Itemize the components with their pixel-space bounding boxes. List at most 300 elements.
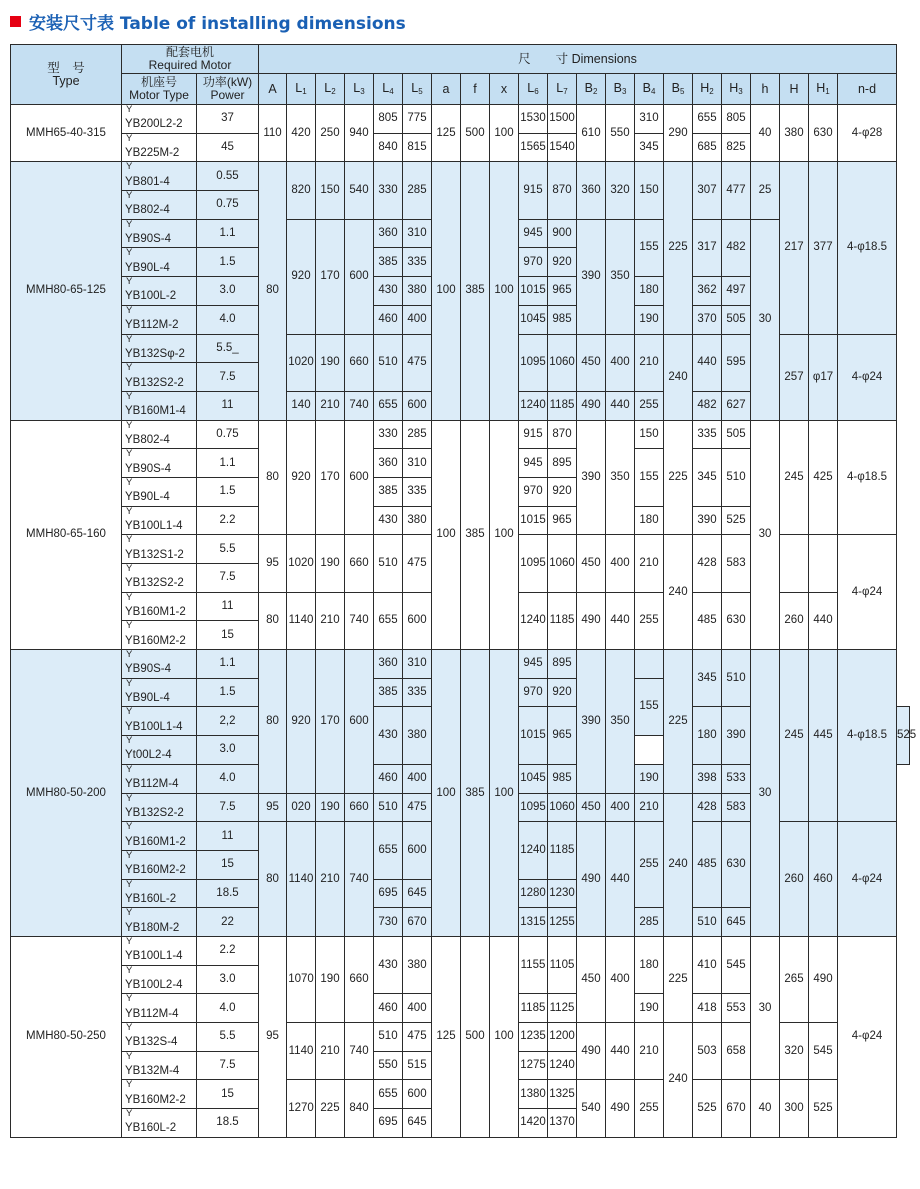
dimension-cell: 497 — [722, 277, 751, 306]
dimension-cell: 310 — [403, 449, 432, 478]
motor-type-text: YB802-4 — [125, 204, 170, 217]
header-col-label: B — [613, 81, 622, 95]
dimension-cell: 1095 — [519, 535, 548, 592]
dimension-cell: 920 — [548, 248, 577, 277]
header-model-cn: 型 号 — [47, 60, 85, 75]
dimension-cell: 1325 — [548, 1080, 577, 1109]
dimension-cell: 385 — [461, 420, 490, 650]
motor-series-mark: Y — [126, 276, 133, 288]
motor-series-mark: Y — [126, 620, 133, 632]
dimension-cell: 400 — [606, 535, 635, 592]
power-cell: 0.75 — [197, 191, 259, 220]
header-col-label: L — [295, 81, 303, 95]
motor-type-cell — [122, 793, 197, 822]
power-cell: 7.5 — [197, 1051, 259, 1080]
motor-series-mark: Y — [126, 706, 133, 718]
dimension-cell: 655 — [374, 1080, 403, 1109]
dimension-cell: 225 — [664, 650, 693, 793]
dimension-cell: 385 — [374, 477, 403, 506]
dimension-cell: 390 — [577, 420, 606, 535]
header-col — [316, 74, 345, 105]
dimension-cell: 1095 — [519, 334, 548, 391]
header-col — [548, 74, 577, 105]
dimension-cell: 360 — [374, 449, 403, 478]
dimension-cell: 345 — [635, 133, 664, 162]
dimension-cell: 550 — [374, 1051, 403, 1080]
motor-type-text: YB90S-4 — [125, 462, 172, 475]
dimension-cell: 428 — [693, 535, 722, 592]
header-col-subscript: 3 — [738, 87, 743, 96]
motor-type-cell — [122, 1109, 197, 1138]
header-col-label: n-d — [857, 81, 877, 96]
motor-type-text: YB160M2-2 — [125, 864, 186, 877]
dimension-cell: 920 — [548, 678, 577, 707]
dimension-cell: 430 — [374, 277, 403, 306]
dimension-cell: 400 — [606, 334, 635, 391]
motor-series-mark: Y — [126, 1022, 133, 1033]
dimension-cell: 660 — [345, 334, 374, 391]
motor-series-mark: Y — [126, 649, 133, 661]
dimension-cell: 4-φ18.5 — [838, 420, 897, 535]
dimension-cell: 945 — [519, 219, 548, 248]
motor-series-mark: Y — [126, 792, 133, 804]
dimension-cell: 475 — [403, 1023, 432, 1052]
motor-type-cell — [122, 908, 197, 937]
dimension-cell: 210 — [635, 535, 664, 592]
dimension-cell: 477 — [722, 162, 751, 219]
dimension-cell: 1140 — [287, 1023, 316, 1080]
dimension-cell: 210 — [635, 334, 664, 391]
header-col — [809, 74, 838, 105]
dimension-cell: 380 — [780, 105, 809, 162]
dimension-cell: 670 — [722, 1080, 751, 1137]
power-cell: 2,2 — [197, 707, 259, 736]
dimension-cell: 190 — [635, 305, 664, 334]
dimension-cell: 180 — [635, 936, 664, 993]
dimension-cell: 440 — [606, 1023, 635, 1080]
dimension-cell: 390 — [577, 650, 606, 793]
dimension-cell: 1270 — [287, 1080, 316, 1137]
power-cell: 5.5_ — [197, 334, 259, 363]
dimension-cell: 1015 — [519, 707, 548, 764]
title-marker — [10, 16, 21, 27]
dimension-cell: 1185 — [548, 822, 577, 879]
dimension-cell: 240 — [664, 793, 693, 936]
header-model-en: Type — [52, 73, 80, 88]
dimension-cell: 870 — [548, 420, 577, 449]
dimension-cell: 4-φ18.5 — [838, 650, 897, 822]
dimension-cell: 600 — [345, 650, 374, 793]
dimension-cell: 825 — [722, 133, 751, 162]
dimension-cell: 515 — [403, 1051, 432, 1080]
dimension-cell: 335 — [403, 477, 432, 506]
dimension-cell: 655 — [693, 105, 722, 134]
dimension-cell: 317 — [693, 219, 722, 276]
dimension-cell: 1140 — [287, 822, 316, 937]
power-cell: 4.0 — [197, 305, 259, 334]
dimension-cell: 40 — [751, 1080, 780, 1137]
dimension-cell: 1565 — [519, 133, 548, 162]
dimension-cell: 350 — [606, 219, 635, 334]
motor-type-cell — [122, 1080, 197, 1109]
power-cell: 2.2 — [197, 936, 259, 965]
header-motor-cn: 配套电机 — [165, 45, 214, 59]
dimension-cell: 540 — [345, 162, 374, 219]
dimension-cell: 660 — [345, 793, 374, 822]
header-motor-type — [122, 74, 197, 105]
dimension-cell: 645 — [722, 908, 751, 937]
motor-type-text: YB160L-2 — [125, 1122, 177, 1135]
motor-type-text: YB112M-4 — [125, 778, 179, 791]
power-cell: 18.5 — [197, 1109, 259, 1138]
dimension-cell: 920 — [287, 420, 316, 535]
dimension-cell: 775 — [403, 105, 432, 134]
dimension-cell: 550 — [606, 105, 635, 162]
motor-series-mark: Y — [126, 821, 133, 833]
dimension-cell: 410 — [693, 936, 722, 993]
power-cell: 45 — [197, 133, 259, 162]
dimension-cell: 490 — [809, 936, 838, 1022]
motor-series-mark: Y — [126, 993, 133, 1005]
dimension-cell: 490 — [577, 391, 606, 420]
power-cell: 11 — [197, 391, 259, 420]
dimension-cell: 320 — [606, 162, 635, 219]
dimension-cell: 370 — [693, 305, 722, 334]
dimension-cell: 505 — [722, 305, 751, 334]
dimension-cell: 400 — [403, 764, 432, 793]
dimension-cell: 170 — [316, 219, 345, 334]
motor-type-cell — [122, 650, 197, 679]
dimension-cell: 255 — [635, 822, 664, 908]
motor-type-cell — [122, 133, 197, 162]
dimension-cell: 970 — [519, 477, 548, 506]
dimension-cell: 510 — [693, 908, 722, 937]
table-body — [11, 104, 917, 1138]
dimension-cell: 985 — [548, 305, 577, 334]
dimension-cell: 255 — [635, 592, 664, 649]
dimension-cell: 418 — [693, 994, 722, 1023]
motor-series-mark: Y — [126, 591, 133, 603]
dimension-cell: 150 — [635, 162, 664, 219]
dimension-cell: 450 — [577, 535, 606, 592]
dimension-cell: 255 — [635, 391, 664, 420]
dimension-cell: 210 — [635, 1023, 664, 1080]
power-cell: 3.0 — [197, 277, 259, 306]
header-col-subscript: 2 — [709, 87, 714, 96]
dimension-cell: 260 — [780, 822, 809, 937]
dimension-cell: 685 — [693, 133, 722, 162]
dimension-cell: 460 — [809, 822, 838, 937]
dimension-cell: 985 — [548, 764, 577, 793]
model-cell: MMH65-40-315 — [11, 105, 122, 162]
power-cell: 5.5 — [197, 1023, 259, 1052]
motor-type-cell — [122, 477, 197, 506]
dimension-cell: 330 — [374, 162, 403, 219]
power-cell: 15 — [197, 850, 259, 879]
power-cell: 18.5 — [197, 879, 259, 908]
dimension-cell: 350 — [606, 650, 635, 793]
dimension-cell: 1240 — [548, 1051, 577, 1080]
dimension-cell: 525 — [722, 506, 751, 535]
dimension-cell: 600 — [403, 391, 432, 420]
dimension-cell: 655 — [374, 391, 403, 420]
motor-series-mark: Y — [126, 505, 133, 517]
dimension-cell: 630 — [809, 105, 838, 162]
header-col — [722, 74, 751, 105]
title-bar — [10, 8, 406, 34]
dimension-cell: 020 — [287, 793, 316, 822]
dimension-cell: 307 — [693, 162, 722, 219]
dimension-cell: 428 — [693, 793, 722, 822]
dimension-cell: 600 — [403, 592, 432, 649]
dimension-cell: 345 — [693, 449, 722, 506]
dimension-cell: 257 — [780, 334, 809, 420]
motor-type-cell — [122, 162, 197, 191]
power-cell: 7.5 — [197, 363, 259, 392]
dimension-cell: 335 — [403, 678, 432, 707]
motor-type-cell — [122, 219, 197, 248]
dimension-cell: 730 — [374, 908, 403, 937]
motor-type-text: YB112M-2 — [125, 319, 179, 332]
motor-type-text: Yt00L2-4 — [125, 749, 172, 762]
dimension-cell: 210 — [316, 391, 345, 420]
motor-type-cell — [122, 277, 197, 306]
dimension-cell: 225 — [664, 936, 693, 1022]
table-row — [11, 162, 910, 191]
motor-type-text: YB100L-2 — [125, 290, 177, 303]
dimension-cell: φ17 — [809, 334, 838, 420]
dimension-cell: 500 — [461, 936, 490, 1137]
motor-series-mark: Y — [126, 247, 133, 259]
motor-series-mark: Y — [126, 1079, 133, 1091]
dimension-cell: 285 — [403, 162, 432, 219]
header-col-subscript: 4 — [650, 87, 656, 96]
header-col — [693, 74, 722, 105]
motor-series-mark: Y — [126, 1050, 133, 1062]
dimension-cell: 915 — [519, 420, 548, 449]
dimension-cell: 30 — [751, 650, 780, 937]
dimension-cell: 390 — [577, 219, 606, 334]
dimensions-table — [10, 44, 917, 1138]
motor-series-mark: Y — [126, 735, 133, 747]
dimension-cell: 225 — [664, 420, 693, 535]
power-cell: 1.1 — [197, 449, 259, 478]
dimension-cell: 1105 — [548, 936, 577, 993]
dimension-cell: 155 — [635, 449, 664, 506]
dimension-cell: 895 — [548, 650, 577, 679]
header-col-label: H — [816, 81, 826, 95]
motor-series-mark: Y — [126, 534, 133, 546]
motor-type-cell — [122, 535, 197, 564]
dimension-cell: 310 — [635, 105, 664, 134]
dimension-cell: 475 — [403, 535, 432, 592]
header-col-label: B — [584, 81, 593, 95]
header-col-subscript: 3 — [360, 87, 365, 96]
dimension-cell: 4-φ18.5 — [838, 162, 897, 334]
dimension-cell: 600 — [345, 420, 374, 535]
model-cell: MMH80-65-160 — [11, 420, 122, 650]
dimension-cell: 210 — [316, 822, 345, 937]
header-col-subscript: 3 — [621, 87, 627, 96]
dimension-cell: 125 — [432, 105, 461, 162]
dimension-cell: 1530 — [519, 105, 548, 134]
dimension-cell: 1230 — [548, 879, 577, 908]
motor-type-text: YB112M-4 — [125, 1007, 179, 1020]
dimension-cell: 4-φ24 — [838, 535, 897, 650]
motor-type-cell — [122, 678, 197, 707]
dimension-cell: 965 — [548, 277, 577, 306]
dimension-cell: 360 — [374, 650, 403, 679]
table-row — [11, 105, 910, 134]
motor-series-mark: Y — [126, 677, 133, 689]
header-col — [403, 74, 432, 105]
dimension-cell: 533 — [722, 764, 751, 793]
dimension-cell: 290 — [664, 105, 693, 162]
dimension-cell: 740 — [345, 391, 374, 420]
dimension-cell: 490 — [577, 592, 606, 649]
motor-type-text: YB160M1-2 — [125, 606, 186, 619]
dimension-cell: 170 — [316, 650, 345, 793]
dimension-cell: 1200 — [548, 1023, 577, 1052]
power-cell: 4.0 — [197, 764, 259, 793]
motor-type-text: YB100L1-4 — [125, 720, 183, 733]
dimension-cell: 225 — [316, 1080, 345, 1137]
table-row — [11, 420, 910, 449]
dimension-cell: 660 — [345, 936, 374, 1022]
dimension-cell: 655 — [374, 592, 403, 649]
dimension-cell: 920 — [548, 477, 577, 506]
dimension-cell: 1240 — [519, 822, 548, 879]
motor-type-text: YB90L-4 — [125, 261, 170, 274]
dimension-cell: 460 — [374, 764, 403, 793]
header-col — [259, 74, 287, 105]
dimension-cell: 425 — [809, 420, 838, 535]
dimension-cell: 80 — [259, 162, 287, 420]
dimension-cell: 805 — [722, 105, 751, 134]
dimension-cell: 140 — [287, 391, 316, 420]
dimension-cell: 1140 — [287, 592, 316, 649]
header-col-label: B — [671, 81, 680, 95]
header-power-en: Power — [210, 88, 245, 102]
dimension-cell: 360 — [374, 219, 403, 248]
dimension-cell: 805 — [374, 105, 403, 134]
dimension-cell: 545 — [722, 936, 751, 993]
dimension-cell: 600 — [403, 1080, 432, 1109]
dimension-cell: 525 — [809, 1080, 838, 1137]
dimension-cell: 945 — [519, 449, 548, 478]
dimension-cell: 510 — [374, 793, 403, 822]
dimension-cell: 490 — [606, 1080, 635, 1137]
power-cell: 11 — [197, 592, 259, 621]
dimension-cell: 430 — [374, 506, 403, 535]
dimension-cell: 155 — [635, 678, 664, 735]
header-col — [432, 74, 461, 105]
dimension-cell: 285 — [403, 420, 432, 449]
dimension-cell: 430 — [374, 707, 403, 764]
motor-series-mark: Y — [126, 964, 133, 976]
dimension-cell: 350 — [606, 420, 635, 535]
dimension-cell: 380 — [403, 277, 432, 306]
dimension-cell: 95 — [259, 793, 287, 822]
dimension-cell: 385 — [374, 678, 403, 707]
dimension-cell: 1275 — [519, 1051, 548, 1080]
power-cell: 3.0 — [197, 736, 259, 765]
motor-series-mark: Y — [126, 419, 133, 431]
header-col-label: H — [789, 81, 799, 96]
dimension-cell: 150 — [635, 420, 664, 449]
dimension-cell: 482 — [693, 391, 722, 420]
dimension-cell: 1240 — [519, 391, 548, 420]
dimension-cell: 920 — [287, 219, 316, 334]
table-row — [11, 936, 910, 965]
dimension-cell: 100 — [490, 105, 519, 162]
dimension-cell: 655 — [374, 822, 403, 879]
power-cell: 11 — [197, 822, 259, 851]
motor-type-text: YB132S2-2 — [125, 577, 184, 590]
dimension-cell: 450 — [577, 334, 606, 391]
header-col — [751, 74, 780, 105]
dimension-cell: 1060 — [548, 334, 577, 391]
dimension-cell: 658 — [722, 1023, 751, 1080]
dimension-cell — [780, 535, 809, 592]
dimension-cell: 380 — [403, 506, 432, 535]
dimension-cell: 1045 — [519, 764, 548, 793]
motor-type-cell — [122, 105, 197, 134]
header-col — [838, 74, 897, 105]
dimension-cell: 1185 — [548, 592, 577, 649]
motor-series-mark: Y — [126, 448, 133, 460]
dimension-cell — [809, 535, 838, 592]
dimension-cell: 440 — [809, 592, 838, 649]
dimension-cell: 385 — [461, 650, 490, 937]
header-col-label: L — [324, 81, 332, 95]
dimension-cell: 190 — [316, 535, 345, 592]
dimension-cell: 627 — [722, 391, 751, 420]
power-cell: 2.2 — [197, 506, 259, 535]
dimension-cell: 695 — [374, 879, 403, 908]
dimension-cell: 1020 — [287, 334, 316, 391]
dimension-cell: 190 — [316, 334, 345, 391]
dimension-cell: 645 — [403, 879, 432, 908]
power-cell: 1.5 — [197, 477, 259, 506]
dimension-cell: 180 — [693, 707, 722, 764]
dimension-cell: 80 — [259, 420, 287, 535]
power-cell: 37 — [197, 105, 259, 134]
header-col-subscript: 2 — [592, 87, 598, 96]
dimension-cell: 4-φ28 — [838, 105, 897, 162]
dimension-cell: 1500 — [548, 105, 577, 134]
dimension-cell: 385 — [461, 162, 490, 420]
dimension-cell: 300 — [780, 1080, 809, 1137]
motor-series-mark: Y — [126, 563, 133, 574]
motor-type-text: YB802-4 — [125, 433, 170, 446]
dimension-cell: 430 — [374, 936, 403, 993]
dimension-cell: 1240 — [519, 592, 548, 649]
dimension-cell: 210 — [635, 793, 664, 822]
header-col-subscript: 4 — [389, 87, 394, 96]
motor-type-text: YB200L2-2 — [125, 118, 183, 131]
dimension-cell: 180 — [635, 506, 664, 535]
dimension-cell: 540 — [577, 1080, 606, 1137]
motor-type-cell — [122, 936, 197, 965]
motor-type-cell — [122, 994, 197, 1023]
motor-series-mark: Y — [126, 104, 133, 115]
power-cell: 15 — [197, 1080, 259, 1109]
power-cell: 0.55 — [197, 162, 259, 191]
dimension-cell: 240 — [664, 1023, 693, 1138]
page-title: 安装尺寸表 Table of installing dimensions — [29, 13, 406, 34]
dimension-cell: 4-φ24 — [838, 334, 897, 420]
